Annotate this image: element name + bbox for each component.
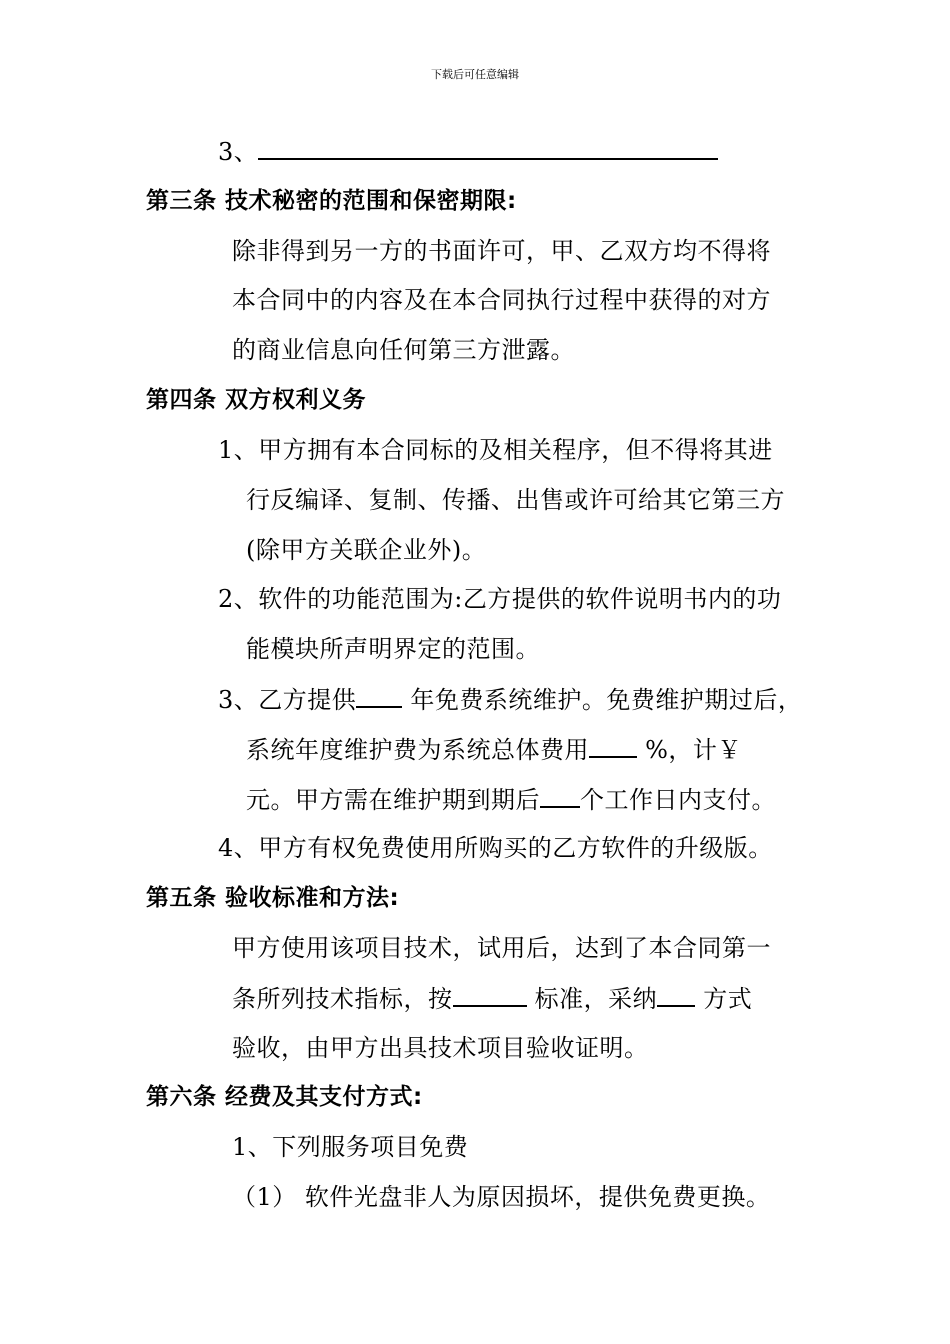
article-6-heading: 第六条 经费及其支付方式:: [146, 1084, 423, 1110]
paragraph-line-with-blank: 系统年度维护费为系统总体费用 %，计￥: [246, 736, 742, 764]
paragraph-line: 1、下列服务项目免费: [232, 1133, 469, 1161]
fill-blank: [356, 684, 402, 708]
paragraph-line: 1、甲方拥有本合同标的及相关程序，但不得将其进: [218, 436, 773, 464]
fill-blank: [540, 784, 580, 808]
paragraph-line: （1） 软件光盘非人为原因损坏，提供免费更换。: [232, 1183, 771, 1211]
article-5-heading: 第五条 验收标准和方法:: [146, 885, 400, 911]
paragraph-line: 4、甲方有权免费使用所购买的乙方软件的升级版。: [218, 834, 773, 862]
paragraph-line: 甲方使用该项目技术，试用后，达到了本合同第一: [232, 934, 771, 962]
paragraph-line: 2、软件的功能范围为:乙方提供的软件说明书内的功: [218, 585, 782, 613]
paragraph-line: 能模块所声明界定的范围。: [246, 635, 540, 663]
article-3-heading: 第三条 技术秘密的范围和保密期限:: [146, 188, 517, 214]
list-item-3-blank: [218, 136, 718, 167]
paragraph-line: 本合同中的内容及在本合同执行过程中获得的对方: [232, 286, 771, 314]
fill-blank: [589, 734, 637, 758]
paragraph-line: 行反编译、复制、传播、出售或许可给其它第三方: [246, 486, 785, 514]
page-header: 下载后可任意编辑: [431, 68, 519, 81]
paragraph-line: 的商业信息向任何第三方泄露。: [232, 336, 575, 364]
paragraph-line-with-blank: 元。甲方需在维护期到期后 个工作日内支付。: [246, 786, 776, 814]
paragraph-line: 验收，由甲方出具技术项目验收证明。: [232, 1034, 649, 1062]
line-text: 3、: [218, 138, 259, 166]
fill-blank: [258, 136, 718, 160]
fill-blank: [453, 983, 527, 1007]
paragraph-line-with-blank: 3、乙方提供 年免费系统维护。免费维护期过后，: [218, 686, 803, 714]
paragraph-line-with-blank: 条所列技术指标，按 标准，采纳 方式: [232, 985, 753, 1013]
fill-blank: [657, 983, 695, 1007]
paragraph-line: (除甲方关联企业外)。: [246, 536, 487, 564]
article-4-heading: 第四条 双方权利义务: [146, 387, 367, 413]
paragraph-line: 除非得到另一方的书面许可，甲、乙双方均不得将: [232, 237, 771, 265]
